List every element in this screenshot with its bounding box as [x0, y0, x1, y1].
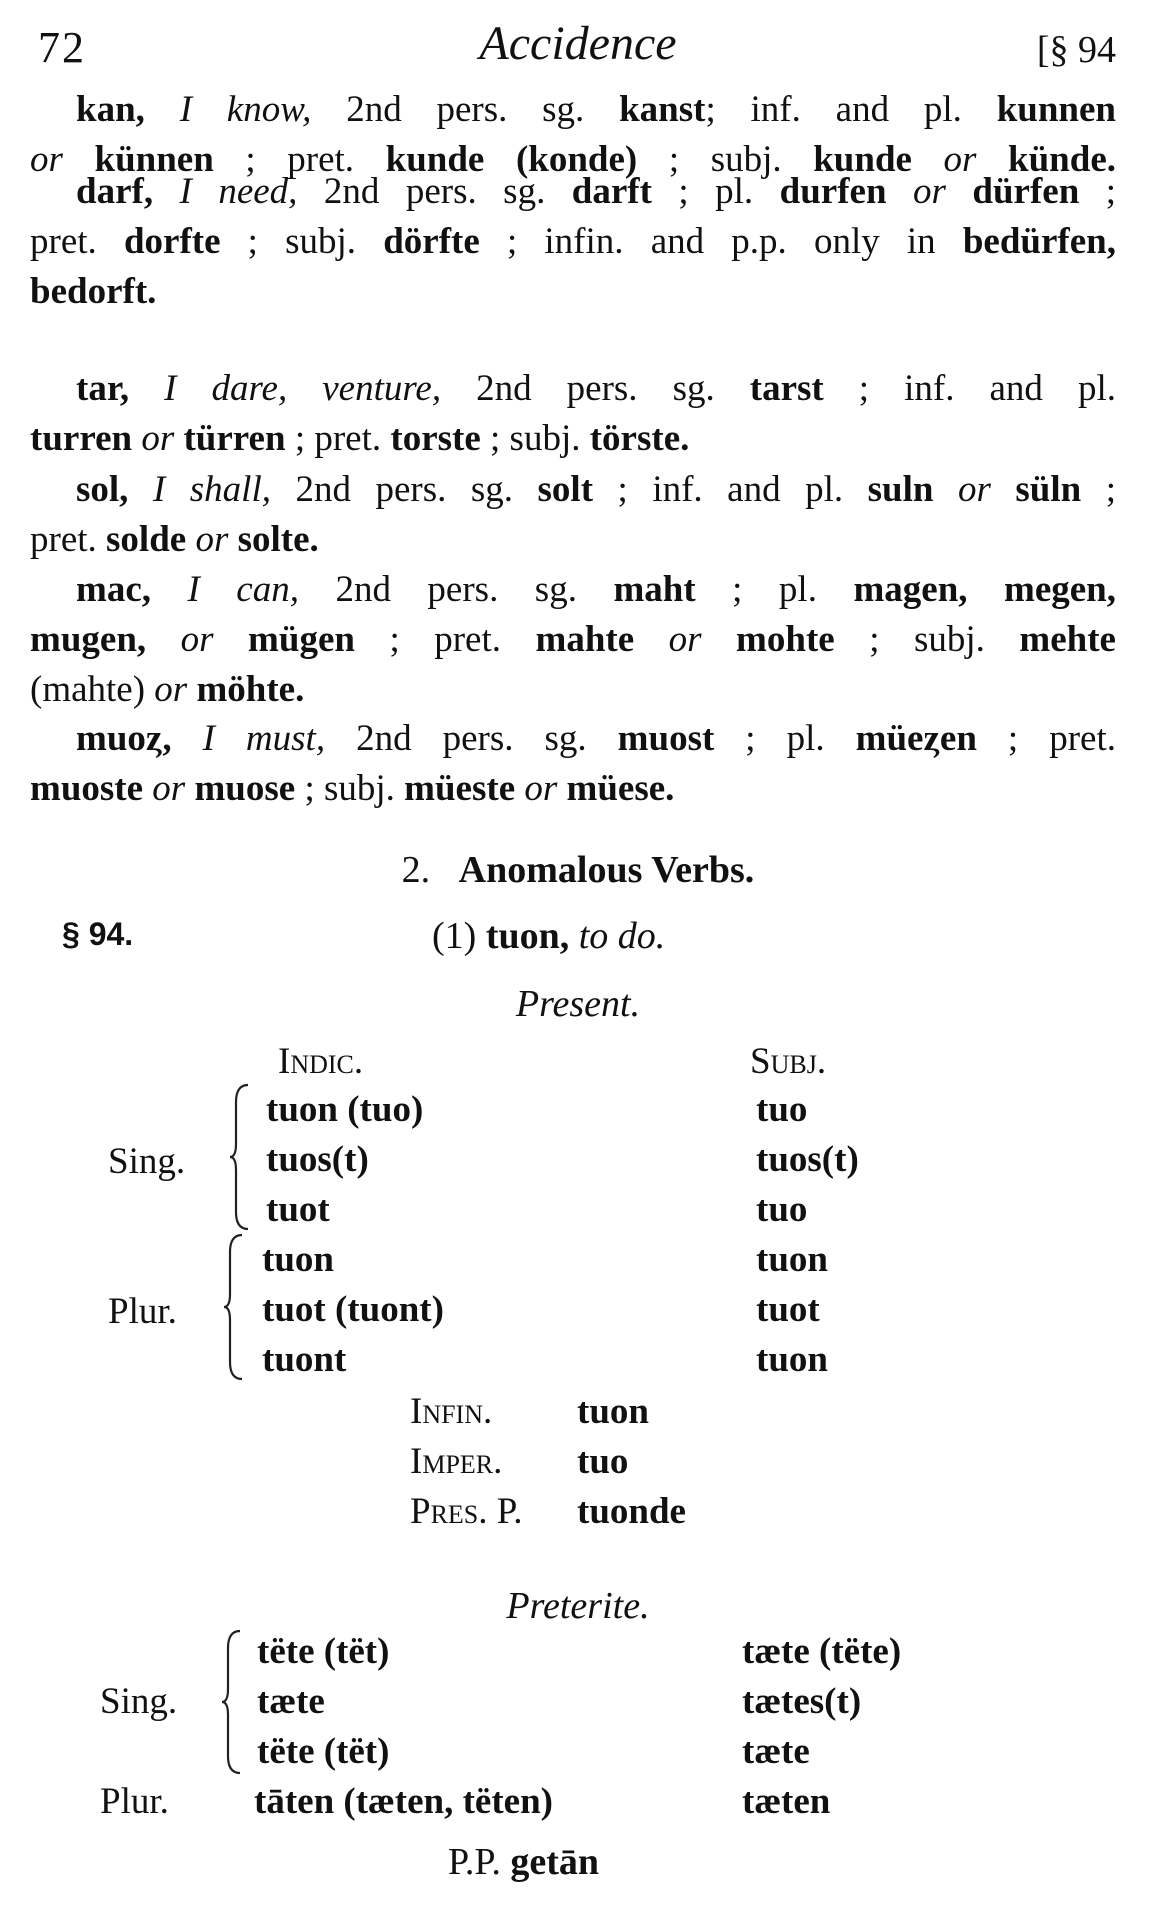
- entry-line: [30, 615, 1116, 665]
- gloss: I need,: [179, 171, 298, 212]
- text: ; pl.: [714, 718, 856, 759]
- pret-indic-form: tāten (tæten, tëten): [254, 1781, 553, 1822]
- pres-participle-label: Pres. P.: [410, 1491, 523, 1532]
- form: türren: [183, 418, 286, 459]
- entry-line: [30, 565, 1116, 615]
- form: suln: [867, 469, 934, 510]
- pret-subj-form: tætes(t): [742, 1681, 862, 1722]
- section-number: 2.: [401, 849, 431, 891]
- pret-indic-form: tëte (tët): [257, 1631, 390, 1672]
- text: ; infin. and p.p. only in: [479, 221, 963, 262]
- pret-indic-form: tëte (tët): [257, 1731, 390, 1772]
- text: ; subj.: [295, 768, 405, 809]
- form: bedürfen,: [962, 221, 1116, 262]
- gloss: I must,: [202, 718, 326, 759]
- text: ; subj.: [834, 619, 1020, 660]
- form: bedorft.: [30, 271, 157, 312]
- or-word: or: [515, 768, 567, 809]
- or-word: or: [30, 139, 63, 180]
- or-word: or: [186, 519, 238, 560]
- plur-label: Plur.: [108, 1291, 177, 1332]
- headword: muoȥ,: [76, 718, 172, 759]
- entry-muoz: [30, 714, 1116, 814]
- imper-form: tuo: [577, 1441, 629, 1482]
- left-brace: [228, 1082, 252, 1232]
- pret-subj-form: tæte (tëte): [742, 1631, 902, 1672]
- entry-line: [30, 167, 1116, 217]
- text: ; pret.: [285, 418, 391, 459]
- text: ; subj.: [220, 221, 384, 262]
- entry-line: [30, 267, 1116, 317]
- text: 2nd pers. sg.: [270, 469, 538, 510]
- form: müeȥen: [855, 718, 977, 759]
- indic-header: Indic.: [278, 1041, 364, 1082]
- imper-label: Imper.: [410, 1441, 503, 1482]
- form: mügen: [248, 619, 355, 660]
- entry-line: [30, 217, 1116, 267]
- entry-line: [30, 665, 1116, 715]
- left-brace: [222, 1232, 246, 1382]
- entry-tar: [30, 364, 1116, 464]
- text: (mahte): [30, 669, 155, 710]
- headword: tar,: [76, 368, 130, 409]
- subj-form: tuon: [756, 1239, 828, 1280]
- headword: sol,: [76, 469, 129, 510]
- form: darft: [571, 171, 652, 212]
- text: ; subj.: [480, 418, 590, 459]
- text: 2nd pers. sg.: [311, 89, 620, 130]
- text: ;: [1079, 171, 1117, 212]
- infin-form: tuon: [577, 1391, 649, 1432]
- form: mahte: [535, 619, 635, 660]
- indic-form: tuont: [262, 1339, 347, 1380]
- left-brace: [220, 1628, 244, 1776]
- text: ; pret.: [976, 718, 1116, 759]
- paragraph-label: § 94.: [62, 916, 134, 952]
- form: müeste: [404, 768, 516, 809]
- headword: darf,: [76, 171, 154, 212]
- gloss: I can,: [187, 569, 299, 610]
- form: süln: [1015, 469, 1082, 510]
- or-word: or: [886, 171, 973, 212]
- text: ; inf. and pl.: [593, 469, 868, 510]
- sing-label: Sing.: [108, 1141, 186, 1182]
- plur-label: Plur.: [100, 1781, 169, 1822]
- gloss: I know,: [179, 89, 312, 130]
- text: ; pl.: [695, 569, 854, 610]
- text: ; pret.: [213, 139, 386, 180]
- preterite-title: Preterite.: [506, 1585, 650, 1627]
- text: ; pret.: [354, 619, 536, 660]
- form: solde: [106, 519, 187, 560]
- or-word: or: [933, 469, 1016, 510]
- or-word: or: [132, 418, 184, 459]
- text: pret.: [30, 519, 107, 560]
- form: möhte.: [187, 669, 305, 710]
- text: ; inf. and pl.: [823, 368, 1116, 409]
- verb-gloss: to do.: [578, 915, 666, 957]
- entry-line: [30, 515, 1116, 565]
- text: 2nd pers. sg.: [325, 718, 618, 759]
- form: dorfte: [123, 221, 221, 262]
- form: kunde (konde): [385, 139, 638, 180]
- text: pret.: [30, 221, 124, 262]
- form: turren: [30, 418, 133, 459]
- past-participle: [448, 1840, 599, 1884]
- entry-line: [30, 364, 1116, 414]
- or-word: or: [143, 768, 195, 809]
- or-word: or: [634, 619, 737, 660]
- infin-label: Infin.: [410, 1391, 493, 1432]
- entry-line: [30, 85, 1116, 135]
- entry-line: [30, 714, 1116, 764]
- form: mugen,: [30, 619, 147, 660]
- text: ;: [1081, 469, 1116, 510]
- form: torste: [390, 418, 481, 459]
- or-word: or: [146, 619, 249, 660]
- form: solt: [537, 469, 594, 510]
- text: 2nd pers. sg.: [441, 368, 750, 409]
- pret-indic-form: tæte: [257, 1681, 325, 1722]
- form: kunde: [813, 139, 912, 180]
- gloss: I dare, venture,: [164, 368, 442, 409]
- section-reference: [§ 94: [1036, 29, 1116, 71]
- entry-line: [30, 414, 1116, 464]
- gloss: I shall,: [152, 469, 271, 510]
- subj-form: tuot: [756, 1289, 820, 1330]
- text: ; inf. and pl.: [705, 89, 997, 130]
- section-heading: [0, 848, 1156, 892]
- form: törste.: [589, 418, 690, 459]
- form: muoste: [30, 768, 144, 809]
- headword: mac,: [76, 569, 151, 610]
- form: muost: [617, 718, 715, 759]
- indic-form: tuon (tuo): [266, 1089, 424, 1130]
- indic-form: tuon: [262, 1239, 334, 1280]
- entry-darf: [30, 167, 1116, 317]
- or-word: or: [911, 139, 1009, 180]
- subj-form: tuos(t): [756, 1139, 859, 1180]
- headword: kan,: [76, 89, 145, 130]
- pp-form: getān: [510, 1841, 599, 1883]
- form: künnen: [62, 139, 214, 180]
- indic-form: tuos(t): [266, 1139, 369, 1180]
- subsection-number: (1): [432, 915, 477, 957]
- text: 2nd pers. sg.: [298, 569, 614, 610]
- pres-participle-form: tuonde: [577, 1491, 686, 1532]
- entry-line: [30, 764, 1116, 814]
- form: kanst: [619, 89, 706, 130]
- form: maht: [613, 569, 696, 610]
- present-title: Present.: [515, 983, 641, 1025]
- page-number: 72: [38, 23, 86, 72]
- subj-form: tuon: [756, 1339, 828, 1380]
- form: solte.: [237, 519, 319, 560]
- text: 2nd pers. sg.: [297, 171, 572, 212]
- form: künde.: [1008, 139, 1117, 180]
- or-word: or: [154, 669, 188, 710]
- subj-header: Subj.: [750, 1041, 827, 1082]
- form: dörfte: [383, 221, 480, 262]
- entry-sol: [30, 465, 1116, 565]
- subj-form: tuo: [756, 1089, 808, 1130]
- form: magen, megen,: [853, 569, 1117, 610]
- running-title: Accidence: [479, 17, 677, 70]
- subsection-heading: [432, 914, 665, 958]
- text: ; subj.: [637, 139, 814, 180]
- entry-mac: [30, 565, 1116, 715]
- indic-form: tuot: [266, 1189, 330, 1230]
- section-title: Anomalous Verbs.: [458, 849, 755, 891]
- sing-label: Sing.: [100, 1681, 178, 1722]
- form: dürfen: [972, 171, 1080, 212]
- form: mehte: [1019, 619, 1116, 660]
- pp-label: P.P.: [448, 1841, 501, 1883]
- form: muose: [194, 768, 296, 809]
- text: ; pl.: [651, 171, 780, 212]
- indic-form: tuot (tuont): [262, 1289, 444, 1330]
- form: mohte: [736, 619, 835, 660]
- entry-line: [30, 465, 1116, 515]
- pret-subj-form: tæte: [742, 1731, 810, 1772]
- form: kunnen: [996, 89, 1116, 130]
- form: müese.: [566, 768, 675, 809]
- pret-subj-form: tæten: [742, 1781, 831, 1822]
- subj-form: tuo: [756, 1189, 808, 1230]
- verb: tuon,: [485, 915, 570, 957]
- form: durfen: [779, 171, 887, 212]
- form: tarst: [749, 368, 824, 409]
